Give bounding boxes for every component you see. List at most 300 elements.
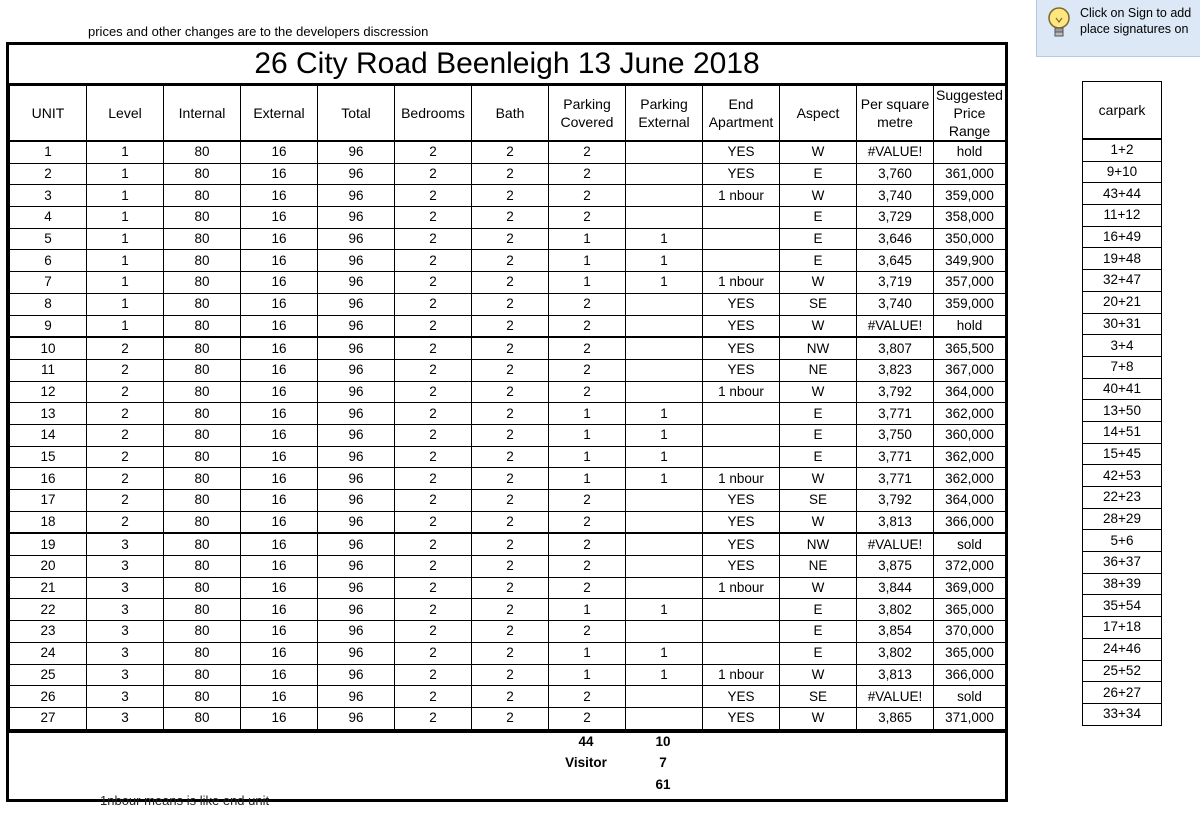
table-cell: #VALUE! xyxy=(857,533,934,555)
table-cell: 9 xyxy=(10,315,87,337)
carpark-cell: 1+2 xyxy=(1083,139,1162,161)
table-cell: 24 xyxy=(10,642,87,664)
table-cell: YES xyxy=(703,556,780,578)
table-row xyxy=(10,207,1006,229)
table-cell: 2 xyxy=(395,228,472,250)
table-cell xyxy=(626,621,703,643)
table-cell: 2 xyxy=(395,686,472,708)
table-row xyxy=(10,707,1006,729)
table-cell: 12 xyxy=(10,381,87,403)
table-cell: E xyxy=(780,446,857,468)
table-cell: 4 xyxy=(10,207,87,229)
table-cell: 96 xyxy=(318,403,395,425)
carpark-cell: 16+49 xyxy=(1083,226,1162,248)
table-cell: W xyxy=(780,381,857,403)
table-cell: 2 xyxy=(549,490,626,512)
table-cell: 80 xyxy=(164,141,241,163)
table-cell: 80 xyxy=(164,250,241,272)
table-cell: 2 xyxy=(549,556,626,578)
table-cell: 8 xyxy=(10,293,87,315)
table-cell: 3 xyxy=(87,642,164,664)
table-cell: 3 xyxy=(87,707,164,729)
table-cell: 80 xyxy=(164,315,241,337)
table-row xyxy=(10,163,1006,185)
table-cell: YES xyxy=(703,141,780,163)
table-cell: 2 xyxy=(87,490,164,512)
carpark-cell: 17+18 xyxy=(1083,617,1162,639)
table-cell: W xyxy=(780,664,857,686)
table-cell: 1 xyxy=(87,250,164,272)
table-cell: W xyxy=(780,577,857,599)
carpark-cell: 35+54 xyxy=(1083,595,1162,617)
table-cell: 16 xyxy=(241,207,318,229)
table-cell: 2 xyxy=(10,163,87,185)
table-cell: 2 xyxy=(549,533,626,555)
table-cell: E xyxy=(780,207,857,229)
carpark-cell: 9+10 xyxy=(1083,161,1162,183)
table-cell: 80 xyxy=(164,621,241,643)
table-cell: 2 xyxy=(395,664,472,686)
table-cell xyxy=(626,185,703,207)
table-cell: 3,813 xyxy=(857,664,934,686)
table-cell: YES xyxy=(703,315,780,337)
table-cell: 20 xyxy=(10,556,87,578)
table-cell: 5 xyxy=(10,228,87,250)
table-cell: 2 xyxy=(472,250,549,272)
carpark-cell: 32+47 xyxy=(1083,270,1162,292)
table-cell: 1 xyxy=(626,272,703,294)
column-header: UNIT xyxy=(10,86,87,142)
table-cell: 80 xyxy=(164,468,241,490)
carpark-cell: 26+27 xyxy=(1083,682,1162,704)
table-cell: 3,719 xyxy=(857,272,934,294)
table-cell: 2 xyxy=(549,163,626,185)
table-cell: E xyxy=(780,250,857,272)
table-cell: 3 xyxy=(87,621,164,643)
table-cell: 2 xyxy=(472,272,549,294)
table-cell: 16 xyxy=(241,577,318,599)
table-cell: 371,000 xyxy=(934,707,1006,729)
table-cell: 2 xyxy=(472,446,549,468)
table-cell: 16 xyxy=(241,163,318,185)
table-cell: 350,000 xyxy=(934,228,1006,250)
table-cell: 2 xyxy=(395,315,472,337)
carpark-cell: 19+48 xyxy=(1083,248,1162,270)
table-cell: 372,000 xyxy=(934,556,1006,578)
table-cell: 1 xyxy=(626,468,703,490)
table-cell: 80 xyxy=(164,511,241,533)
table-cell: YES xyxy=(703,163,780,185)
table-cell: 2 xyxy=(549,185,626,207)
table-cell: 1 xyxy=(549,424,626,446)
table-cell: 2 xyxy=(395,468,472,490)
table-cell: 365,000 xyxy=(934,599,1006,621)
table-cell: 1 nbour xyxy=(703,185,780,207)
table-row xyxy=(10,185,1006,207)
table-cell: 80 xyxy=(164,686,241,708)
table-cell: 364,000 xyxy=(934,381,1006,403)
table-cell: 359,000 xyxy=(934,293,1006,315)
sign-tip-line1: Click on Sign to add xyxy=(1080,6,1192,20)
table-cell: 16 xyxy=(241,686,318,708)
table-cell: 1 xyxy=(626,664,703,686)
table-cell: 16 xyxy=(241,272,318,294)
table-cell: 3 xyxy=(10,185,87,207)
table-cell: 2 xyxy=(395,490,472,512)
table-cell: 2 xyxy=(472,621,549,643)
table-cell: 2 xyxy=(549,293,626,315)
carpark-cell: 20+21 xyxy=(1083,291,1162,313)
table-cell: 96 xyxy=(318,207,395,229)
table-cell: 358,000 xyxy=(934,207,1006,229)
table-cell: 366,000 xyxy=(934,511,1006,533)
table-cell: 2 xyxy=(395,272,472,294)
table-row xyxy=(10,664,1006,686)
table-cell: 16 xyxy=(241,599,318,621)
table-cell: 3,760 xyxy=(857,163,934,185)
table-cell: 3 xyxy=(87,556,164,578)
carpark-cell: 43+44 xyxy=(1083,183,1162,205)
table-cell: W xyxy=(780,141,857,163)
table-cell: 2 xyxy=(549,359,626,381)
table-cell xyxy=(626,207,703,229)
table-cell: 1 xyxy=(87,207,164,229)
table-cell: 16 xyxy=(241,490,318,512)
table-cell: 3,875 xyxy=(857,556,934,578)
table-cell: 2 xyxy=(87,468,164,490)
column-header: Aspect xyxy=(780,86,857,142)
table-cell: 16 xyxy=(241,533,318,555)
carpark-cell: 25+52 xyxy=(1083,660,1162,682)
column-header: Per square metre xyxy=(857,86,934,142)
table-cell xyxy=(703,207,780,229)
table-cell: 26 xyxy=(10,686,87,708)
table-cell: 2 xyxy=(395,293,472,315)
table-row xyxy=(10,577,1006,599)
table-row xyxy=(10,490,1006,512)
parking-covered-total: 44 xyxy=(578,733,594,749)
table-cell: 2 xyxy=(87,424,164,446)
table-cell: 2 xyxy=(549,337,626,359)
table-row xyxy=(10,599,1006,621)
table-cell: 96 xyxy=(318,577,395,599)
table-cell: 349,900 xyxy=(934,250,1006,272)
table-cell: 2 xyxy=(549,621,626,643)
table-cell: 96 xyxy=(318,511,395,533)
table-cell: 16 xyxy=(241,228,318,250)
footnote: 1nbour means is like end unit xyxy=(100,793,270,808)
table-cell: 1 xyxy=(549,446,626,468)
table-cell: 21 xyxy=(10,577,87,599)
table-cell: 1 xyxy=(626,403,703,425)
table-cell: 2 xyxy=(395,599,472,621)
totals-area xyxy=(9,730,1005,799)
table-cell: 2 xyxy=(549,707,626,729)
table-cell: 96 xyxy=(318,642,395,664)
table-cell: 1 xyxy=(549,642,626,664)
table-cell: 80 xyxy=(164,207,241,229)
table-cell: 3,792 xyxy=(857,381,934,403)
carpark-cell: 3+4 xyxy=(1083,335,1162,357)
table-cell: 2 xyxy=(472,599,549,621)
table-cell: 2 xyxy=(395,207,472,229)
table-cell: YES xyxy=(703,511,780,533)
carpark-header: carpark xyxy=(1083,82,1162,140)
table-cell xyxy=(703,446,780,468)
table-cell: 3,865 xyxy=(857,707,934,729)
table-cell: 2 xyxy=(549,381,626,403)
carpark-cell: 30+31 xyxy=(1083,313,1162,335)
carpark-cell: 28+29 xyxy=(1083,508,1162,530)
table-cell: 16 xyxy=(241,315,318,337)
table-cell: 1 xyxy=(549,664,626,686)
table-cell: 2 xyxy=(395,381,472,403)
table-cell: 2 xyxy=(472,293,549,315)
table-cell: 80 xyxy=(164,359,241,381)
table-row xyxy=(10,468,1006,490)
table-cell: 1 nbour xyxy=(703,381,780,403)
table-cell: 362,000 xyxy=(934,403,1006,425)
table-cell: 80 xyxy=(164,599,241,621)
column-header: Total xyxy=(318,86,395,142)
column-header: Internal xyxy=(164,86,241,142)
table-cell: 3,740 xyxy=(857,293,934,315)
table-cell xyxy=(703,599,780,621)
visitor-value: 7 xyxy=(659,754,667,770)
table-cell: W xyxy=(780,468,857,490)
table-cell: 365,500 xyxy=(934,337,1006,359)
table-cell: 2 xyxy=(472,424,549,446)
table-cell: E xyxy=(780,642,857,664)
table-cell xyxy=(626,315,703,337)
table-cell: 13 xyxy=(10,403,87,425)
table-cell: SE xyxy=(780,293,857,315)
table-cell: 2 xyxy=(395,424,472,446)
table-cell: SE xyxy=(780,686,857,708)
table-cell: 80 xyxy=(164,664,241,686)
table-cell: 11 xyxy=(10,359,87,381)
table-row xyxy=(10,533,1006,555)
carpark-cell: 5+6 xyxy=(1083,530,1162,552)
table-cell: 80 xyxy=(164,293,241,315)
table-cell: 17 xyxy=(10,490,87,512)
table-cell: 2 xyxy=(472,533,549,555)
table-cell: 2 xyxy=(395,163,472,185)
table-cell: 96 xyxy=(318,272,395,294)
table-cell: 1 xyxy=(626,446,703,468)
table-cell: 2 xyxy=(87,381,164,403)
table-cell: YES xyxy=(703,293,780,315)
table-cell: 3,646 xyxy=(857,228,934,250)
table-row xyxy=(10,315,1006,337)
table-cell: 80 xyxy=(164,381,241,403)
table-cell: 1 xyxy=(87,272,164,294)
table-cell: 96 xyxy=(318,599,395,621)
table-cell: 2 xyxy=(549,686,626,708)
column-header: Level xyxy=(87,86,164,142)
table-cell: 3,740 xyxy=(857,185,934,207)
table-cell: 2 xyxy=(395,337,472,359)
table-cell: 16 xyxy=(241,185,318,207)
table-cell: 1 xyxy=(549,468,626,490)
table-cell: 3,823 xyxy=(857,359,934,381)
table-cell: 2 xyxy=(472,315,549,337)
table-cell: 365,000 xyxy=(934,642,1006,664)
table-row xyxy=(10,228,1006,250)
table-cell: W xyxy=(780,272,857,294)
table-cell: #VALUE! xyxy=(857,686,934,708)
table-cell: 3,802 xyxy=(857,642,934,664)
table-cell: 362,000 xyxy=(934,468,1006,490)
table-cell: 16 xyxy=(241,141,318,163)
table-cell: 80 xyxy=(164,490,241,512)
table-row xyxy=(10,446,1006,468)
table-cell xyxy=(626,556,703,578)
table-cell: 16 xyxy=(241,664,318,686)
carpark-cell: 22+23 xyxy=(1083,487,1162,509)
table-cell: 1 xyxy=(626,250,703,272)
table-row xyxy=(10,403,1006,425)
table-cell: 370,000 xyxy=(934,621,1006,643)
table-cell: 2 xyxy=(549,207,626,229)
visitor-label: Visitor xyxy=(565,754,607,770)
table-cell: 1 xyxy=(626,599,703,621)
table-cell: 14 xyxy=(10,424,87,446)
table-cell: 23 xyxy=(10,621,87,643)
table-cell: 1 xyxy=(626,424,703,446)
table-cell: 2 xyxy=(472,707,549,729)
carpark-cell: 11+12 xyxy=(1083,205,1162,227)
table-cell: 16 xyxy=(241,707,318,729)
sign-tooltip[interactable] xyxy=(1036,0,1200,57)
carpark-cell: 40+41 xyxy=(1083,378,1162,400)
table-cell: 96 xyxy=(318,163,395,185)
table-cell: 360,000 xyxy=(934,424,1006,446)
table-cell: 2 xyxy=(472,664,549,686)
table-cell xyxy=(703,424,780,446)
column-header: End Apartment xyxy=(703,86,780,142)
carpark-cell: 14+51 xyxy=(1083,421,1162,443)
column-header: Parking Covered xyxy=(549,86,626,142)
developer-note: prices and other changes are to the developers discression xyxy=(88,24,429,39)
table-cell: 80 xyxy=(164,272,241,294)
table-cell: sold xyxy=(934,533,1006,555)
table-cell: 80 xyxy=(164,642,241,664)
carpark-cell: 24+46 xyxy=(1083,638,1162,660)
table-cell: 2 xyxy=(87,511,164,533)
table-cell: 1 xyxy=(87,228,164,250)
table-cell: 1 xyxy=(87,185,164,207)
table-cell: 362,000 xyxy=(934,446,1006,468)
table-cell: 80 xyxy=(164,228,241,250)
carpark-table xyxy=(1082,81,1162,726)
table-cell: YES xyxy=(703,686,780,708)
table-cell: 1 xyxy=(626,642,703,664)
parking-grand-total: 61 xyxy=(655,776,671,792)
carpark-cell: 36+37 xyxy=(1083,552,1162,574)
table-cell: 3,807 xyxy=(857,337,934,359)
table-cell: 2 xyxy=(472,490,549,512)
table-cell: 2 xyxy=(472,686,549,708)
table-row xyxy=(10,621,1006,643)
table-row xyxy=(10,686,1006,708)
table-cell: 1 xyxy=(549,228,626,250)
table-cell: 7 xyxy=(10,272,87,294)
table-cell: 16 xyxy=(241,511,318,533)
table-cell: 1 nbour xyxy=(703,272,780,294)
column-header: Parking External xyxy=(626,86,703,142)
table-cell xyxy=(703,403,780,425)
table-cell: hold xyxy=(934,141,1006,163)
lightbulb-icon xyxy=(1047,6,1071,42)
table-cell: 1 nbour xyxy=(703,664,780,686)
carpark-cell: 7+8 xyxy=(1083,356,1162,378)
table-cell xyxy=(626,141,703,163)
table-cell: 96 xyxy=(318,490,395,512)
header-row xyxy=(10,86,1006,142)
table-cell: 2 xyxy=(395,556,472,578)
table-cell: 3,750 xyxy=(857,424,934,446)
table-cell xyxy=(626,293,703,315)
table-cell: 80 xyxy=(164,533,241,555)
table-cell: 2 xyxy=(472,556,549,578)
table-cell: W xyxy=(780,185,857,207)
table-cell: 2 xyxy=(549,315,626,337)
table-cell: 2 xyxy=(87,403,164,425)
table-cell: 2 xyxy=(87,359,164,381)
table-cell: 18 xyxy=(10,511,87,533)
table-cell: 80 xyxy=(164,185,241,207)
table-cell: 3 xyxy=(87,664,164,686)
table-cell: 2 xyxy=(472,381,549,403)
table-cell: E xyxy=(780,599,857,621)
table-cell: E xyxy=(780,424,857,446)
table-cell: 3,844 xyxy=(857,577,934,599)
table-cell: 3 xyxy=(87,599,164,621)
table-cell: 2 xyxy=(395,446,472,468)
table-cell xyxy=(626,359,703,381)
table-cell xyxy=(626,686,703,708)
pricing-table xyxy=(9,85,1006,730)
table-cell: 361,000 xyxy=(934,163,1006,185)
table-row xyxy=(10,381,1006,403)
table-cell: 19 xyxy=(10,533,87,555)
table-cell: 16 xyxy=(241,403,318,425)
table-cell: 80 xyxy=(164,446,241,468)
table-cell: YES xyxy=(703,359,780,381)
carpark-cell: 42+53 xyxy=(1083,465,1162,487)
table-cell: 96 xyxy=(318,621,395,643)
table-cell: 2 xyxy=(472,403,549,425)
table-row xyxy=(10,424,1006,446)
table-cell: 2 xyxy=(395,642,472,664)
table-row xyxy=(10,642,1006,664)
table-row xyxy=(10,141,1006,163)
table-cell: 2 xyxy=(472,359,549,381)
table-cell: 27 xyxy=(10,707,87,729)
carpark-cell: 13+50 xyxy=(1083,400,1162,422)
table-cell: 16 xyxy=(241,621,318,643)
table-row xyxy=(10,359,1006,381)
table-cell: 2 xyxy=(549,141,626,163)
table-cell: 3,729 xyxy=(857,207,934,229)
carpark-cell: 15+45 xyxy=(1083,443,1162,465)
table-cell: 2 xyxy=(472,642,549,664)
table-cell: YES xyxy=(703,337,780,359)
sign-tip-line2: place signatures on xyxy=(1080,22,1189,36)
table-cell: 2 xyxy=(395,403,472,425)
table-cell: 96 xyxy=(318,185,395,207)
